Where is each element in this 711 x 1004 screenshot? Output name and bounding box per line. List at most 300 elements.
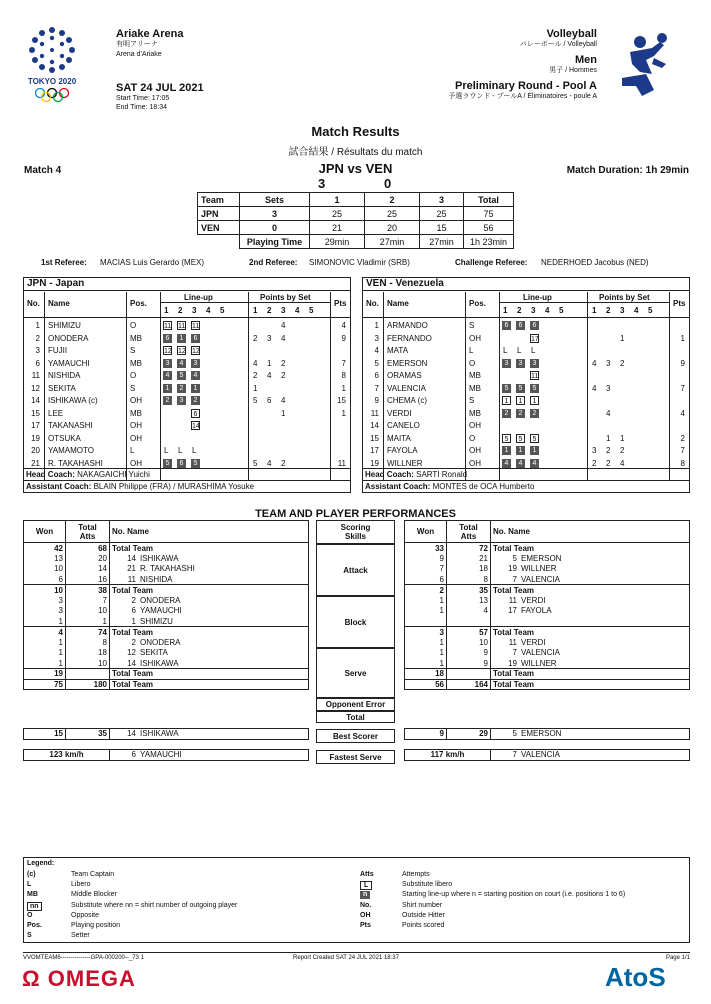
team-title: JPN - Japan xyxy=(24,278,350,291)
performance-row xyxy=(24,637,309,648)
player-cell xyxy=(110,648,309,659)
player-position: S xyxy=(130,346,136,355)
best-scorer-cell xyxy=(110,729,309,740)
performance-table xyxy=(404,520,690,690)
playing-time-cell: 1h 23min xyxy=(464,235,514,249)
sport-sub: バレーボール / Volleyball xyxy=(519,41,597,48)
player-position: OH xyxy=(469,446,481,455)
player-cell xyxy=(110,669,309,680)
set-points: 2 xyxy=(281,458,286,468)
player-name: SEKITA xyxy=(48,383,76,393)
set-points: 4 xyxy=(620,458,625,468)
player-no: 1 xyxy=(131,616,136,626)
starting-position: 3 xyxy=(163,359,172,368)
best-scorer-cell xyxy=(491,729,690,740)
shirt-number: 11 xyxy=(31,371,40,380)
player-cell xyxy=(110,606,309,617)
player-cell xyxy=(110,679,309,690)
won-value: 1 xyxy=(24,616,66,627)
player-total-points: 1 xyxy=(341,408,346,418)
performance-row xyxy=(24,616,309,627)
set-points: 2 xyxy=(281,371,286,380)
fastest-serve-row xyxy=(24,750,309,761)
col-won: Won xyxy=(405,521,447,543)
player-cell xyxy=(491,585,690,596)
set-points: 2 xyxy=(592,458,597,468)
venue-name-jp: 有明アリーナ xyxy=(116,41,158,48)
shirt-number: 9 xyxy=(374,396,379,405)
atts-value: 1 xyxy=(66,616,110,627)
player-no: 2 xyxy=(131,595,136,605)
performance-row xyxy=(405,553,690,564)
performance-row xyxy=(405,637,690,648)
legend-desc: Attempts xyxy=(402,871,430,878)
atts-value: 14 xyxy=(66,564,110,575)
set-points: 4 xyxy=(606,408,611,418)
player-cell xyxy=(110,658,309,669)
performance-row xyxy=(405,595,690,606)
best-no: 5 xyxy=(512,729,517,739)
legend-key: (c) xyxy=(27,871,36,878)
set-points: 1 xyxy=(267,358,272,368)
legend-title: Legend: xyxy=(27,860,55,867)
roster-header xyxy=(363,292,689,318)
atts-value xyxy=(66,669,110,680)
performance-header xyxy=(405,521,690,543)
best-atts: 35 xyxy=(66,729,110,740)
fastest-serve-table xyxy=(23,749,309,761)
set-header-sets: Sets xyxy=(240,193,310,207)
performance-row xyxy=(405,679,690,690)
set-header-3: 3 xyxy=(420,193,464,207)
col-total-label: Total xyxy=(78,522,97,532)
set-points: 3 xyxy=(267,333,272,343)
col-name xyxy=(110,521,309,543)
player-total-points: 1 xyxy=(680,333,685,343)
legend-key: MB xyxy=(27,891,38,899)
first-referee-label: 1st Referee: xyxy=(41,258,87,267)
team-box-ven xyxy=(362,277,690,493)
starting-position: 5 xyxy=(163,459,172,468)
legend-desc: Setter xyxy=(71,932,90,940)
performance-row xyxy=(405,627,690,638)
substitute-mark: 12 xyxy=(178,348,186,355)
set-header-2: 2 xyxy=(365,193,420,207)
roster-row xyxy=(363,445,689,458)
sport: Volleyball xyxy=(546,28,597,40)
set-points: 4 xyxy=(253,358,258,368)
skills-header xyxy=(316,520,395,544)
total-team-label: Total Team xyxy=(493,627,535,637)
gender: Men xyxy=(575,54,597,66)
fastest-serve-table xyxy=(404,749,690,761)
atts-value: 16 xyxy=(66,574,110,585)
total-team-label: Total Team xyxy=(493,585,535,595)
roster-row xyxy=(363,433,689,446)
performance-row xyxy=(405,585,690,596)
starting-position: 6 xyxy=(177,459,186,468)
set-points: 4 xyxy=(281,396,286,405)
venue-name: Ariake Arena xyxy=(116,28,184,40)
set-row-cell: 21 xyxy=(310,221,365,235)
legend-desc: Outside Hitter xyxy=(402,911,445,919)
atts-value: 164 xyxy=(447,679,491,690)
set-points: 2 xyxy=(606,446,611,455)
roster-row xyxy=(24,333,350,346)
skill-total: Total xyxy=(316,711,395,723)
playing-time-label: Playing Time xyxy=(240,235,310,249)
starting-position: 3 xyxy=(530,359,539,368)
venue-block xyxy=(116,28,183,60)
substitute-mark: 14 xyxy=(192,423,200,430)
second-referee-label: 2nd Referee: xyxy=(249,258,298,267)
starting-position: 5 xyxy=(516,384,525,393)
spacer-cell xyxy=(491,616,690,627)
col-name xyxy=(491,521,690,543)
atts-value: 8 xyxy=(66,637,110,648)
skills-header-2: Skills xyxy=(345,532,366,541)
starting-position: 4 xyxy=(530,459,539,468)
legend-desc: Playing position xyxy=(71,922,121,929)
spacer-cell xyxy=(447,616,491,627)
atts-value: 8 xyxy=(447,574,491,585)
legend-desc: Substitute libero xyxy=(402,881,453,889)
player-cell xyxy=(110,585,309,596)
assistant-coach-name: BLAIN Philippe (FRA) / MURASHIMA Yosuke xyxy=(93,482,255,491)
atts-value: 180 xyxy=(66,679,110,690)
player-name: SHIMIZU xyxy=(140,616,173,626)
set-row-cell: 25 xyxy=(310,207,365,221)
starting-position: 4 xyxy=(502,459,511,468)
skill-block: Block xyxy=(316,596,395,648)
roster-row xyxy=(24,420,350,433)
atos-logo: AtoS xyxy=(605,962,666,992)
performance-row xyxy=(405,669,690,680)
head-coach-label: Head Coach: xyxy=(365,470,417,479)
won-value: 10 xyxy=(24,585,66,596)
page-number: Page 1/1 xyxy=(665,955,690,961)
best-scorer-table xyxy=(23,728,309,740)
shirt-number: 17 xyxy=(370,446,379,455)
best-won: 15 xyxy=(24,729,66,740)
skills-header-1: Scoring xyxy=(340,523,371,532)
shirt-number: 21 xyxy=(31,458,40,468)
atts-value: 18 xyxy=(447,564,491,575)
starting-position: 5 xyxy=(530,384,539,393)
challenge-referee-label: Challenge Referee: xyxy=(455,258,528,267)
atts-value: 10 xyxy=(66,606,110,617)
player-name: NISHIDA xyxy=(140,574,173,584)
atts-value: 7 xyxy=(66,595,110,606)
set-row-sets: 3 xyxy=(240,207,310,221)
performance-row xyxy=(405,658,690,669)
player-no: 14 xyxy=(127,553,136,563)
atts-value: 4 xyxy=(447,606,491,617)
fastest-no: 6 xyxy=(131,750,136,760)
venue-name-fr: Arena d'Ariake xyxy=(116,51,162,58)
player-no: 6 xyxy=(131,606,136,616)
atts-value: 9 xyxy=(447,658,491,669)
player-name: VALENCIA xyxy=(387,383,426,393)
player-name: ARMANDO xyxy=(387,321,428,330)
player-no: 21 xyxy=(127,564,136,574)
substitute-mark: 12 xyxy=(164,348,172,355)
set-header-1: 1 xyxy=(310,193,365,207)
won-value: 4 xyxy=(24,627,66,638)
won-value: 6 xyxy=(405,574,447,585)
col-points: Points by Set xyxy=(599,293,650,302)
col-no-label: No. xyxy=(112,527,128,536)
player-name: LEE xyxy=(48,408,64,418)
performance-row xyxy=(24,564,309,575)
player-total-points: 2 xyxy=(680,433,685,443)
assistant-coach-label: Assistant Coach: xyxy=(365,482,433,491)
libero-mark: L xyxy=(503,346,508,355)
player-total-points: 7 xyxy=(680,383,685,393)
starting-position: 4 xyxy=(177,359,186,368)
fastest-player-cell xyxy=(491,750,690,761)
player-name: ORAMAS xyxy=(387,371,422,380)
shirt-number: 15 xyxy=(370,433,379,443)
total-team-label: Total Team xyxy=(112,669,154,679)
col-lineup: Line-up xyxy=(184,293,213,302)
best-won: 9 xyxy=(405,729,447,740)
won-value: 33 xyxy=(405,543,447,554)
player-position: OH xyxy=(130,421,142,430)
shirt-number: 7 xyxy=(374,383,379,393)
shirt-number: 6 xyxy=(35,358,40,368)
substitute-mark: 5 xyxy=(530,434,539,443)
head-coach-label: Head Coach: xyxy=(26,470,78,479)
match-number: Match 4 xyxy=(24,165,62,176)
teams-line: JPN vs VEN xyxy=(318,161,393,176)
player-position: OH xyxy=(130,458,142,468)
starting-position: 4 xyxy=(516,459,525,468)
player-total-points: 8 xyxy=(341,371,346,380)
player-no: 11 xyxy=(508,595,517,605)
set-points: 2 xyxy=(606,458,611,468)
challenge-referee: NEDERHOED Jacobus (NED) xyxy=(541,258,649,267)
playing-time-cell: 29min xyxy=(310,235,365,249)
col-no: No. xyxy=(366,299,379,308)
legend xyxy=(23,857,690,943)
player-name: VALENCIA xyxy=(521,574,560,584)
performance-row xyxy=(405,606,690,617)
roster-row xyxy=(363,358,689,371)
roster-row xyxy=(363,420,689,433)
best-name: EMERSON xyxy=(521,729,562,739)
shirt-number: 3 xyxy=(374,333,379,343)
score-home: 3 xyxy=(318,176,326,191)
player-cell xyxy=(491,574,690,585)
player-total-points: 8 xyxy=(680,458,685,468)
shirt-number: 14 xyxy=(31,396,40,405)
legend-desc: Starting line-up where n = starting position on court (i.e. positions 1 to 6) xyxy=(402,891,626,899)
player-name: FERNANDO xyxy=(387,333,432,343)
starting-position: 5 xyxy=(177,371,186,380)
player-name: YAMAUCHI xyxy=(48,358,90,368)
set-points: 4 xyxy=(267,458,272,468)
roster-row xyxy=(363,408,689,421)
player-cell xyxy=(110,616,309,627)
player-position: OH xyxy=(130,396,142,405)
legend-key: Pts xyxy=(360,922,371,929)
fastest-no: 7 xyxy=(512,750,517,760)
head-coach xyxy=(363,468,689,480)
player-name: CANELO xyxy=(387,421,420,430)
shirt-number: 14 xyxy=(370,421,379,430)
col-total-label: Total xyxy=(459,522,478,532)
col-points: Points by Set xyxy=(260,293,311,302)
player-name: ONODERA xyxy=(48,333,89,343)
shirt-number: 15 xyxy=(31,408,40,418)
won-value: 1 xyxy=(24,637,66,648)
total-team-label: Total Team xyxy=(493,679,535,689)
player-name: WILLNER xyxy=(521,658,557,668)
performance-row xyxy=(24,669,309,680)
set-header-team: Team xyxy=(198,193,240,207)
shirt-number: 12 xyxy=(31,383,40,393)
player-name: EMERSON xyxy=(387,358,428,368)
skill-attack: Attack xyxy=(316,544,395,596)
starting-position: 3 xyxy=(191,359,200,368)
head-coach xyxy=(24,468,350,480)
player-cell xyxy=(110,627,309,638)
set-points: 1 xyxy=(253,383,258,393)
legend-key: Pos. xyxy=(27,922,42,929)
player-name: VERDI xyxy=(387,408,412,418)
starting-position: 3 xyxy=(502,359,511,368)
fastest-name: YAMAUCHI xyxy=(140,750,182,760)
set-points: 4 xyxy=(592,358,597,368)
won-value: 1 xyxy=(24,648,66,659)
best-name: ISHIKAWA xyxy=(140,729,179,739)
libero-mark: L xyxy=(531,346,536,355)
atts-value: 57 xyxy=(447,627,491,638)
volleyball-pictogram-icon xyxy=(612,30,676,100)
performance-row xyxy=(24,627,309,638)
player-name: MATA xyxy=(387,346,409,355)
won-value: 18 xyxy=(405,669,447,680)
set-row-cell: 15 xyxy=(420,221,464,235)
won-value: 1 xyxy=(405,658,447,669)
player-total-points: 7 xyxy=(680,446,685,455)
total-team-label: Total Team xyxy=(112,543,154,553)
starting-position: 6 xyxy=(516,321,525,330)
start-time: Start Time: 17:05 xyxy=(116,95,170,102)
player-position: L xyxy=(469,346,474,355)
player-position: S xyxy=(469,321,475,330)
col-no: No. xyxy=(27,299,40,308)
shirt-number: 5 xyxy=(374,358,379,368)
starting-position: 1 xyxy=(163,384,172,393)
performance-table-ven xyxy=(404,520,690,760)
total-team-label: Total Team xyxy=(493,669,535,679)
set-points: 2 xyxy=(253,333,258,343)
total-team-label: Total Team xyxy=(112,627,154,637)
roster-row xyxy=(363,395,689,408)
points-set-label: 2 xyxy=(267,306,272,315)
date-block xyxy=(116,82,204,112)
won-value: 10 xyxy=(24,564,66,575)
starting-position: 3 xyxy=(177,396,186,405)
col-pos: Pos. xyxy=(469,299,486,308)
legend-key: L xyxy=(27,881,32,889)
player-name: YAMAUCHI xyxy=(140,606,182,616)
roster-row xyxy=(24,358,350,371)
player-name: ONODERA xyxy=(140,595,181,605)
player-cell xyxy=(110,564,309,575)
skill-opponent-error: Opponent Error xyxy=(316,698,395,711)
legend-desc: Shirt number xyxy=(402,901,443,909)
player-name: TAKANASHI xyxy=(48,421,93,430)
performance-row xyxy=(24,679,309,690)
player-name: VERDI xyxy=(521,595,546,605)
substitute-mark: 12 xyxy=(192,348,200,355)
won-value: 19 xyxy=(24,669,66,680)
report-created: Report Created SAT 24 JUL 2021 18:37 xyxy=(293,955,399,961)
col-pts: Pts xyxy=(334,299,347,308)
col-total-atts xyxy=(447,521,491,543)
end-time: End Time: 18:34 xyxy=(116,104,167,111)
player-name: FAYOLA xyxy=(387,446,418,455)
substitute-mark: 11 xyxy=(164,323,172,330)
player-total-points: 1 xyxy=(341,383,346,393)
best-no: 14 xyxy=(127,729,136,739)
roster-row xyxy=(363,345,689,358)
points-set-label: 1 xyxy=(592,306,597,315)
col-name: Name xyxy=(387,299,409,308)
roster-row xyxy=(24,345,350,358)
roster-row xyxy=(24,433,350,446)
player-position: OH xyxy=(130,433,142,443)
set-points: 4 xyxy=(281,321,286,330)
player-position: MB xyxy=(469,371,481,380)
player-name: R. TAKAHASHI xyxy=(48,458,103,468)
atts-value: 10 xyxy=(66,658,110,669)
atts-value: 21 xyxy=(447,553,491,564)
substitute-mark: 5 xyxy=(516,434,525,443)
set-score-table xyxy=(197,192,514,249)
score-away: 0 xyxy=(384,176,392,191)
atts-value: 18 xyxy=(66,648,110,659)
points-set-label: 5 xyxy=(648,306,653,315)
shirt-number: 4 xyxy=(374,346,379,355)
player-cell xyxy=(491,679,690,690)
won-value: 75 xyxy=(24,679,66,690)
assistant-coach-label: Assistant Coach: xyxy=(26,482,94,491)
player-cell xyxy=(491,543,690,554)
second-referee: SIMONOVIC Vladimir (SRB) xyxy=(309,258,410,267)
starting-position: 5 xyxy=(502,384,511,393)
player-position: MB xyxy=(130,358,142,368)
player-name: VERDI xyxy=(521,637,546,647)
shirt-number: 19 xyxy=(370,458,379,468)
won-value: 1 xyxy=(405,637,447,648)
won-value: 1 xyxy=(405,595,447,606)
assistant-coach xyxy=(24,480,350,492)
set-row-cell: 56 xyxy=(464,221,514,235)
shirt-number: 11 xyxy=(370,408,379,418)
lineup-set-label: 5 xyxy=(220,306,225,315)
set-points: 2 xyxy=(281,358,286,368)
col-lineup: Line-up xyxy=(523,293,552,302)
player-cell xyxy=(491,606,690,617)
set-row-cell: 25 xyxy=(365,207,420,221)
player-no: 11 xyxy=(127,574,136,584)
set-points: 2 xyxy=(253,371,258,380)
legend-key: L xyxy=(360,881,372,890)
